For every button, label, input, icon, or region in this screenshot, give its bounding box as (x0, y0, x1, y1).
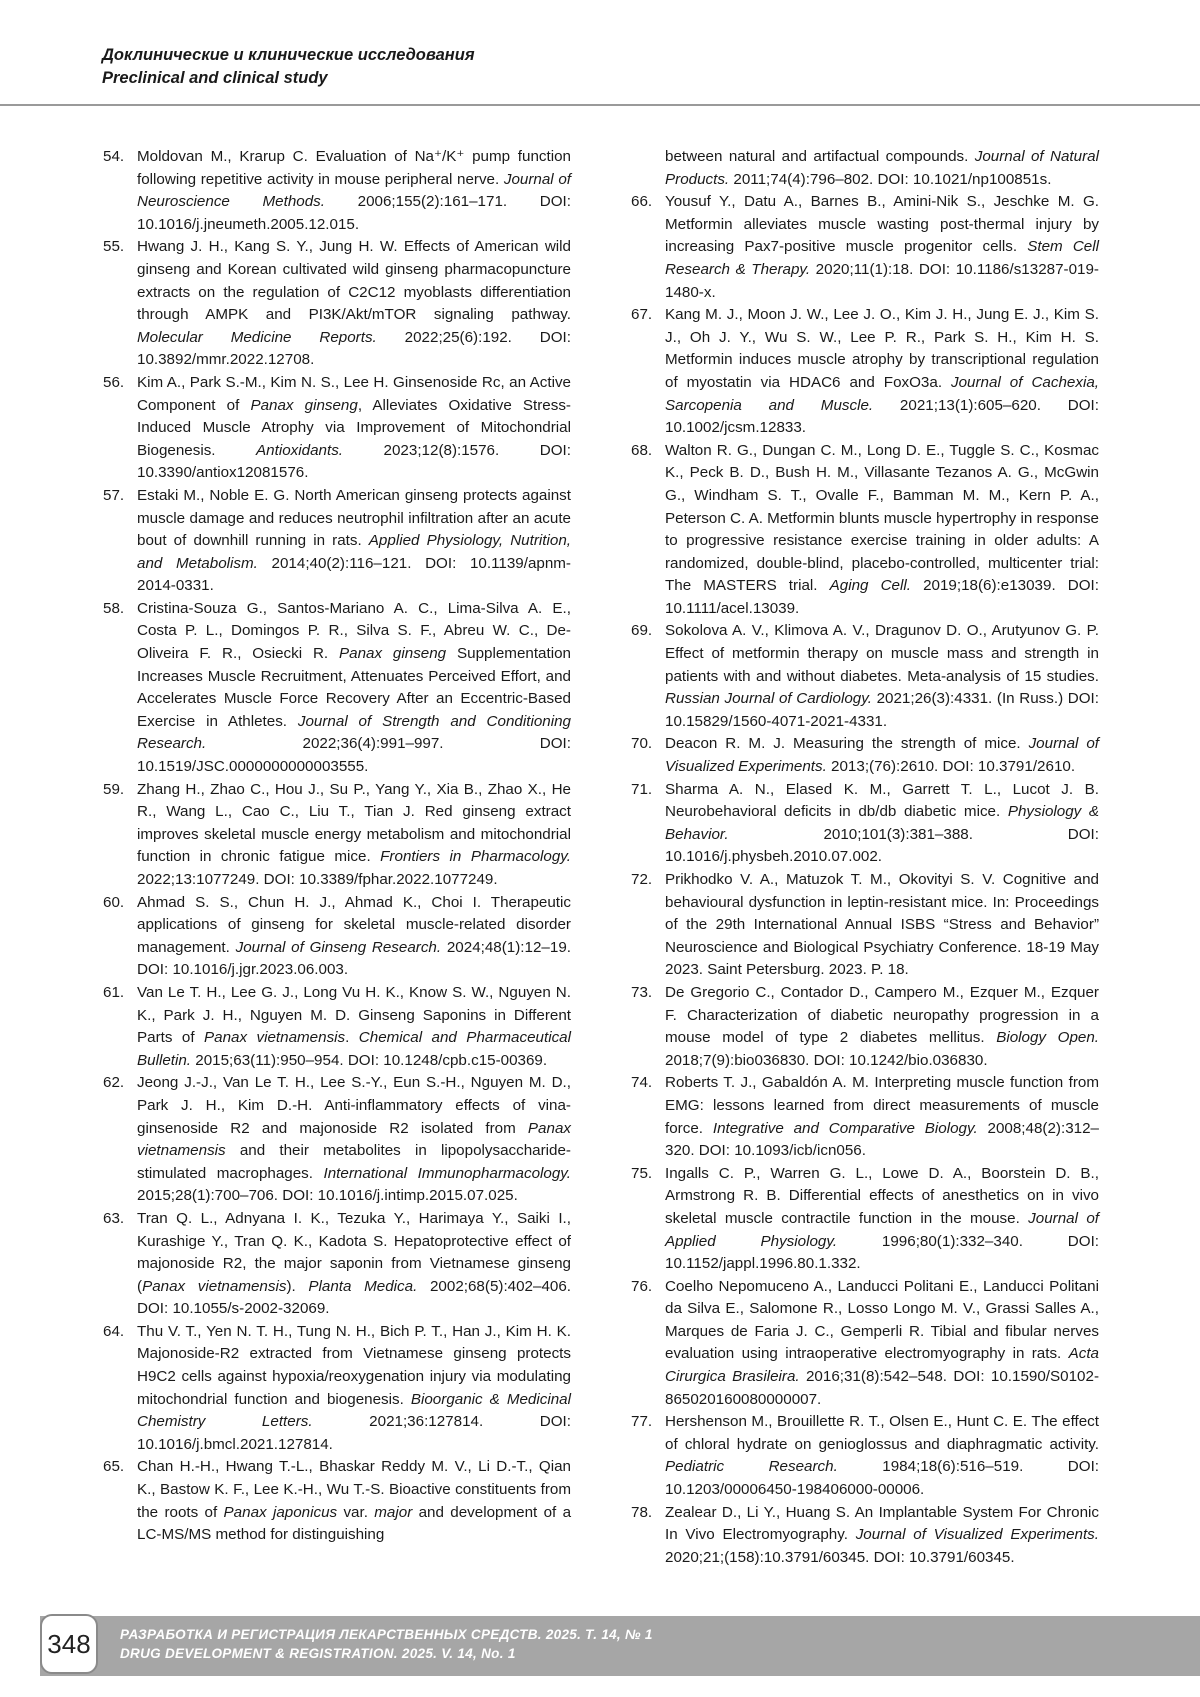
reference-text: 2021;36:127814. DOI: 10.1016/j.bmcl.2021.127814. (137, 1413, 571, 1453)
reference-text: and development of a LC-MS/MS method for distinguishing (137, 1503, 572, 1544)
reference-number: 63. (103, 1209, 125, 1227)
reference-number: 76. (631, 1277, 653, 1295)
reference-text: Yousuf Y., Datu A., Barnes B., Amini-Nik S., Jeschke M. G. Metformin alleviates muscle wasting post-thermal injury by increasing Pax7-positive muscle progenitor cells. (665, 193, 1099, 256)
reference-text: Cristina-Souza G., Santos-Mariano A. C., Lima-Silva A. E., Costa P. L., Domingos P. R., Silva S. F., Abreu W. C., De-Oliveira F. R., Osiecki R. (137, 599, 571, 663)
reference-item (631, 1163, 1099, 1276)
reference-text: var. (337, 1503, 375, 1521)
reference-number: 60. (103, 893, 125, 911)
reference-journal: Molecular Medicine Reports. (137, 328, 377, 346)
reference-number: 68. (631, 441, 653, 459)
header-title-en: Preclinical and clinical study (102, 69, 328, 87)
reference-journal: Physiology & Behavior. (665, 803, 1099, 843)
reference-item (103, 1072, 571, 1208)
reference-journal: Aging Cell. (829, 577, 911, 595)
reference-text: , Alleviates Oxidative Stress-Induced Muscle Atrophy via Improvement of Mitochondrial Biogenesis. (137, 396, 571, 459)
reference-item (631, 779, 1099, 869)
reference-journal: Journal of Visualized Experiments. (855, 1526, 1099, 1544)
reference-journal: Bioorganic & Medicinal Chemistry Letters. (137, 1390, 571, 1431)
reference-item (103, 146, 571, 236)
reference-item (631, 869, 1099, 982)
reference-text: 2023;12(8):1576. DOI: 10.3390/antiox12081576. (137, 441, 571, 482)
reference-number: 71. (631, 780, 653, 798)
reference-item (103, 1456, 571, 1546)
reference-text: 2010;101(3):381–388. DOI: 10.1016/j.physbeh.2010.07.002. (665, 825, 1099, 866)
reference-journal: Integrative and Comparative Biology. (712, 1119, 978, 1137)
reference-journal: major (374, 1503, 413, 1521)
reference-text: Kim A., Park S.-M., Kim N. S., Lee H. Ginsenoside Rc, an Active Component of (137, 373, 571, 414)
reference-item (103, 372, 571, 485)
reference-text: Ahmad S. S., Chun H. J., Ahmad K., Choi I. Therapeutic applications of ginseng for skeletal muscle-related disorder management. (137, 893, 571, 956)
reference-journal: Applied Physiology, Nutrition, and Metabolism. (137, 532, 571, 572)
reference-journal: Panax vietnamensis (137, 1119, 571, 1160)
reference-item (103, 485, 571, 598)
reference-text: and their metabolites in lipopolysaccharide-stimulated macrophages. (137, 1142, 571, 1182)
reference-item (631, 440, 1099, 621)
references-column-right (631, 146, 1099, 1569)
reference-text: Roberts T. J., Gabaldón A. M. Interpreting muscle function from EMG: lessons learned from direct measurements of muscle force. (665, 1074, 1099, 1137)
reference-journal: Russian Journal of Cardiology. (665, 690, 872, 708)
reference-number: 74. (631, 1074, 653, 1092)
reference-number: 69. (631, 622, 653, 640)
reference-journal: Biology Open. (996, 1029, 1100, 1047)
reference-number: 77. (631, 1413, 653, 1431)
reference-text: Coelho Nepomuceno A., Landucci Politani E., Landucci Politani da Silva E., Salomone R., Losso Longo M. V., Grassi Salles A., Marques de Faria J. C., Gemperli R. Tibial and fibular nerves evaluation using intraoperative electromyography in rats. (665, 1277, 1099, 1363)
reference-continuation (631, 146, 1099, 191)
reference-journal: Panax japonicus (223, 1503, 338, 1521)
reference-journal: Planta Medica. (308, 1277, 418, 1295)
reference-number: 58. (103, 599, 125, 617)
reference-journal: Panax vietnamensis (142, 1277, 287, 1295)
reference-text: 2024;48(1):12–19. DOI: 10.1016/j.jgr.2023.06.003. (137, 938, 571, 979)
reference-number: 66. (631, 193, 653, 211)
reference-journal: Frontiers in Pharmacology. (380, 848, 571, 866)
reference-text: Jeong J.-J., Van Le T. H., Lee S.-Y., Eun S.-H., Nguyen M. D., Park J. H., Kim D.-H. Anti-inflammatory effects of vina-ginsenoside R2 and majonoside R2 isolated from (137, 1074, 571, 1137)
reference-text: 2015;28(1):700–706. DOI: 10.1016/j.intimp.2015.07.025. (137, 1187, 518, 1205)
reference-journal: Journal of Visualized Experiments. (665, 735, 1100, 776)
reference-journal: Panax ginseng (250, 396, 358, 414)
reference-text: Prikhodko V. A., Matuzok T. M., Okovityi S. V. Cognitive and behavioural dysfunction in leptin-resistant mice. In: Proceedings of the 29th International Annual ISBS “Stress and Behavior” Neuroscience and Biological Psychiatry Conference. 18-19 May 2023. Saint Petersburg. 2023. P. 18. (665, 871, 1099, 979)
reference-text: 2013;(76):2610. DOI: 10.3791/2610. (826, 758, 1076, 776)
reference-text: ). (286, 1277, 309, 1295)
reference-journal: Journal of Neuroscience Methods. (137, 170, 571, 211)
reference-text: Estaki M., Noble E. G. North American ginseng protects against muscle damage and reduces neutrophil infiltration after an acute bout of downhill running in rats. (137, 486, 571, 550)
reference-number: 54. (103, 148, 125, 165)
reference-number: 57. (103, 486, 125, 504)
reference-text: 2016;31(8):542–548. DOI: 10.1590/S0102-865020160080000007. (665, 1368, 1100, 1408)
running-header (0, 0, 1200, 106)
reference-text: Moldovan M., Krarup C. Evaluation of Na⁺/K⁺ pump function following repetitive activity in mouse peripheral nerve. (137, 148, 571, 188)
reference-text: Tran Q. L., Adnyana I. K., Tezuka Y., Harimaya Y., Saiki I., Kurashige Y., Tran Q. K., Kadota S. Hepatoprotective effect of majonoside R2, the major saponin from Vietnamese ginseng ( (137, 1209, 571, 1295)
reference-text: Sharma A. N., Elased K. M., Garrett T. L., Lucot J. B. Neurobehavioral deficits in db/db diabetic mice. (665, 780, 1099, 821)
reference-journal: International Immunopharmacology. (323, 1164, 571, 1182)
reference-item (103, 982, 571, 1072)
reference-text: 2020;11(1):18. DOI: 10.1186/s13287-019-1480-x. (665, 260, 1099, 301)
reference-text: Supplementation Increases Muscle Recruitment, Attenuates Perceived Effort, and Accelerates Muscle Force Recovery After an Eccentric-Based Exercise in Athletes. (137, 645, 571, 730)
reference-item (631, 620, 1099, 733)
reference-text: 2002;68(5):402–406. DOI: 10.1055/s-2002-32069. (137, 1277, 572, 1318)
reference-item (631, 304, 1099, 440)
reference-journal: Pediatric Research. (665, 1458, 838, 1476)
reference-item (103, 236, 571, 372)
reference-item (103, 1321, 571, 1457)
references-column-left (103, 146, 571, 1547)
reference-journal: Journal of Ginseng Research. (235, 938, 442, 956)
reference-item (631, 1502, 1099, 1570)
reference-number: 64. (103, 1322, 125, 1340)
reference-text: 2008;48(2):312–320. DOI: 10.1093/icb/icn056. (665, 1119, 1099, 1160)
reference-journal: Journal of Natural Products. (665, 148, 1099, 188)
reference-text: . (345, 1029, 359, 1047)
reference-item (631, 1276, 1099, 1412)
reference-text: De Gregorio C., Contador D., Campero M., Ezquer M., Ezquer F. Characterization of diabetic neuropathy progression in a mouse model of type 2 diabetes mellitus. (665, 983, 1099, 1047)
reference-journal: Panax ginseng (339, 645, 447, 663)
reference-text: 2018;7(9):bio036830. DOI: 10.1242/bio.036830. (665, 1051, 988, 1069)
reference-text: Hwang J. H., Kang S. Y., Jung H. W. Effects of American wild ginseng and Korean cultivated wild ginseng pharmacopuncture extracts on the regulation of C2C12 myoblasts differentiation through AMPK and PI3K/Akt/mTOR signaling pathway. (137, 238, 571, 324)
reference-journal: Chemical and Pharmaceutical Bulletin. (137, 1029, 571, 1069)
reference-item (103, 779, 571, 892)
reference-item (631, 191, 1099, 304)
reference-text: 2014;40(2):116–121. DOI: 10.1139/apnm-2014-0331. (137, 554, 571, 595)
reference-journal: Antioxidants. (256, 441, 344, 459)
footer-journal-en: DRUG DEVELOPMENT & REGISTRATION. 2025. V. 14, No. 1 (120, 1646, 516, 1661)
reference-text: 2011;74(4):796–802. DOI: 10.1021/np100851s. (729, 170, 1052, 188)
reference-text: 1984;18(6):516–519. DOI: 10.1203/00006450-198406000-00006. (665, 1458, 1100, 1499)
page-number: 348 (40, 1614, 98, 1674)
reference-item (103, 1208, 571, 1321)
reference-text: Kang M. J., Moon J. W., Lee J. O., Kim J. H., Jung E. J., Kim S. J., Oh J. Y., Wu S. W., Lee P. R., Park S. H., Kim H. S. Metformin induces muscle atrophy by transcriptional regulation of myostatin via HDAC6 and FoxO3a. (665, 306, 1099, 391)
reference-text: Van Le T. H., Lee G. J., Long Vu H. K., Know S. W., Nguyen N. K., Park J. H., Nguyen M. D. Ginseng Saponins in Different Parts of (137, 983, 571, 1047)
reference-item (631, 1411, 1099, 1501)
reference-item (103, 892, 571, 982)
reference-text: 2021;13(1):605–620. DOI: 10.1002/jcsm.12833. (665, 396, 1099, 437)
reference-number: 70. (631, 735, 653, 753)
reference-text: Ingalls C. P., Warren G. L., Lowe D. A., Boorstein D. B., Armstrong R. B. Differential effects of anesthetics on in vivo skeletal muscle contractile function in the mouse. (665, 1164, 1099, 1227)
reference-number: 59. (103, 780, 125, 798)
reference-number: 78. (631, 1503, 653, 1521)
reference-text: Hershenson M., Brouillette R. T., Olsen E., Hunt C. E. The effect of chloral hydrate on genioglossus and diaphragmatic activity. (665, 1413, 1099, 1453)
header-title-ru: Доклинические и клинические исследования (102, 46, 475, 64)
reference-text: 2019;18(6):e13039. DOI: 10.1111/acel.13039. (665, 577, 1099, 617)
reference-text: 2022;13:1077249. DOI: 10.3389/fphar.2022.1077249. (137, 871, 498, 888)
reference-number: 56. (103, 373, 125, 391)
reference-item (631, 733, 1099, 778)
reference-journal: Journal of Applied Physiology. (665, 1209, 1099, 1250)
reference-text: Thu V. T., Yen N. T. H., Tung N. H., Bich P. T., Han J., Kim H. K. Majonoside-R2 extracted from Vietnamese ginseng protects H9C2 cells against hypoxia/reoxygenation injury via modulating mitochondrial function and biogenesis. (137, 1322, 571, 1408)
reference-text: Deacon R. M. J. Measuring the strength of mice. (665, 735, 1029, 753)
reference-text: Zealear D., Li Y., Huang S. An Implantable System For Chronic In Vivo Electromyography. (665, 1503, 1099, 1544)
reference-number: 73. (631, 983, 653, 1001)
reference-journal: Journal of Cachexia, Sarcopenia and Muscle. (665, 373, 1099, 414)
reference-text: Chan H.-H., Hwang T.-L., Bhaskar Reddy M. V., Li D.-T., Qian K., Bastow K. F., Lee K.-H., Wu T.-S. Bioactive constituents from the roots of (137, 1458, 571, 1521)
reference-journal: Stem Cell Research & Therapy. (665, 238, 1099, 278)
reference-text: 2022;36(4):991–997. DOI: 10.1519/JSC.0000000000003555. (137, 735, 571, 776)
reference-number: 75. (631, 1164, 653, 1182)
reference-text: 2020;21;(158):10.3791/60345. DOI: 10.3791/60345. (665, 1548, 1015, 1566)
reference-journal: Acta Cirurgica Brasileira. (665, 1345, 1099, 1386)
reference-journal: Panax vietnamensis (204, 1029, 346, 1047)
reference-item (631, 982, 1099, 1072)
reference-number: 67. (631, 306, 653, 324)
reference-text: Zhang H., Zhao C., Hou J., Su P., Yang Y., Xia B., Zhao X., He R., Wang L., Cao C., Liu T., Tian J. Red ginseng extract improves skeletal muscle energy metabolism and mitochondrial function in chronic fatigue mice. (137, 780, 571, 866)
reference-text: 2015;63(11):950–954. DOI: 10.1248/cpb.c15-00369. (191, 1051, 548, 1069)
reference-text: 2006;155(2):161–171. DOI: 10.1016/j.jneumeth.2005.12.015. (137, 193, 571, 233)
reference-text: Walton R. G., Dungan C. M., Long D. E., Tuggle S. C., Kosmac K., Peck B. D., Bush H. M., Villasante Tezanos A. G., McGwin G., Windham S. T., Ovalle F., Bamman M. M., Kern P. A., Peterson C. A. Metformin blunts muscle hypertrophy in response to progressive resistance exercise training in older adults: A randomized, double-blind, placebo-controlled, multicenter trial: The MASTERS trial. (665, 441, 1099, 595)
reference-text: Sokolova A. V., Klimova A. V., Dragunov D. O., Arutyunov G. P. Effect of metformin therapy on muscle mass and strength in patients with and without diabetes. Meta-analysis of 15 studies. (665, 622, 1099, 685)
reference-number: 55. (103, 238, 125, 256)
reference-item (103, 598, 571, 779)
reference-number: 65. (103, 1458, 125, 1476)
reference-number: 61. (103, 983, 125, 1001)
reference-text: between natural and artifactual compounds. (665, 148, 975, 165)
reference-journal: Journal of Strength and Conditioning Research. (137, 712, 571, 753)
reference-text: 2021;26(3):4331. (In Russ.) DOI: 10.15829/1560-4071-2021-4331. (665, 690, 1100, 730)
reference-text: 1996;80(1):332–340. DOI: 10.1152/jappl.1996.80.1.332. (665, 1232, 1100, 1273)
reference-number: 72. (631, 871, 653, 888)
reference-number: 62. (103, 1074, 125, 1092)
reference-text: 2022;25(6):192. DOI: 10.3892/mmr.2022.12708. (137, 328, 571, 369)
reference-item (631, 1072, 1099, 1162)
footer-journal-ru: РАЗРАБОТКА И РЕГИСТРАЦИЯ ЛЕКАРСТВЕННЫХ СРЕДСТВ. 2025. Т. 14, № 1 (120, 1627, 653, 1642)
